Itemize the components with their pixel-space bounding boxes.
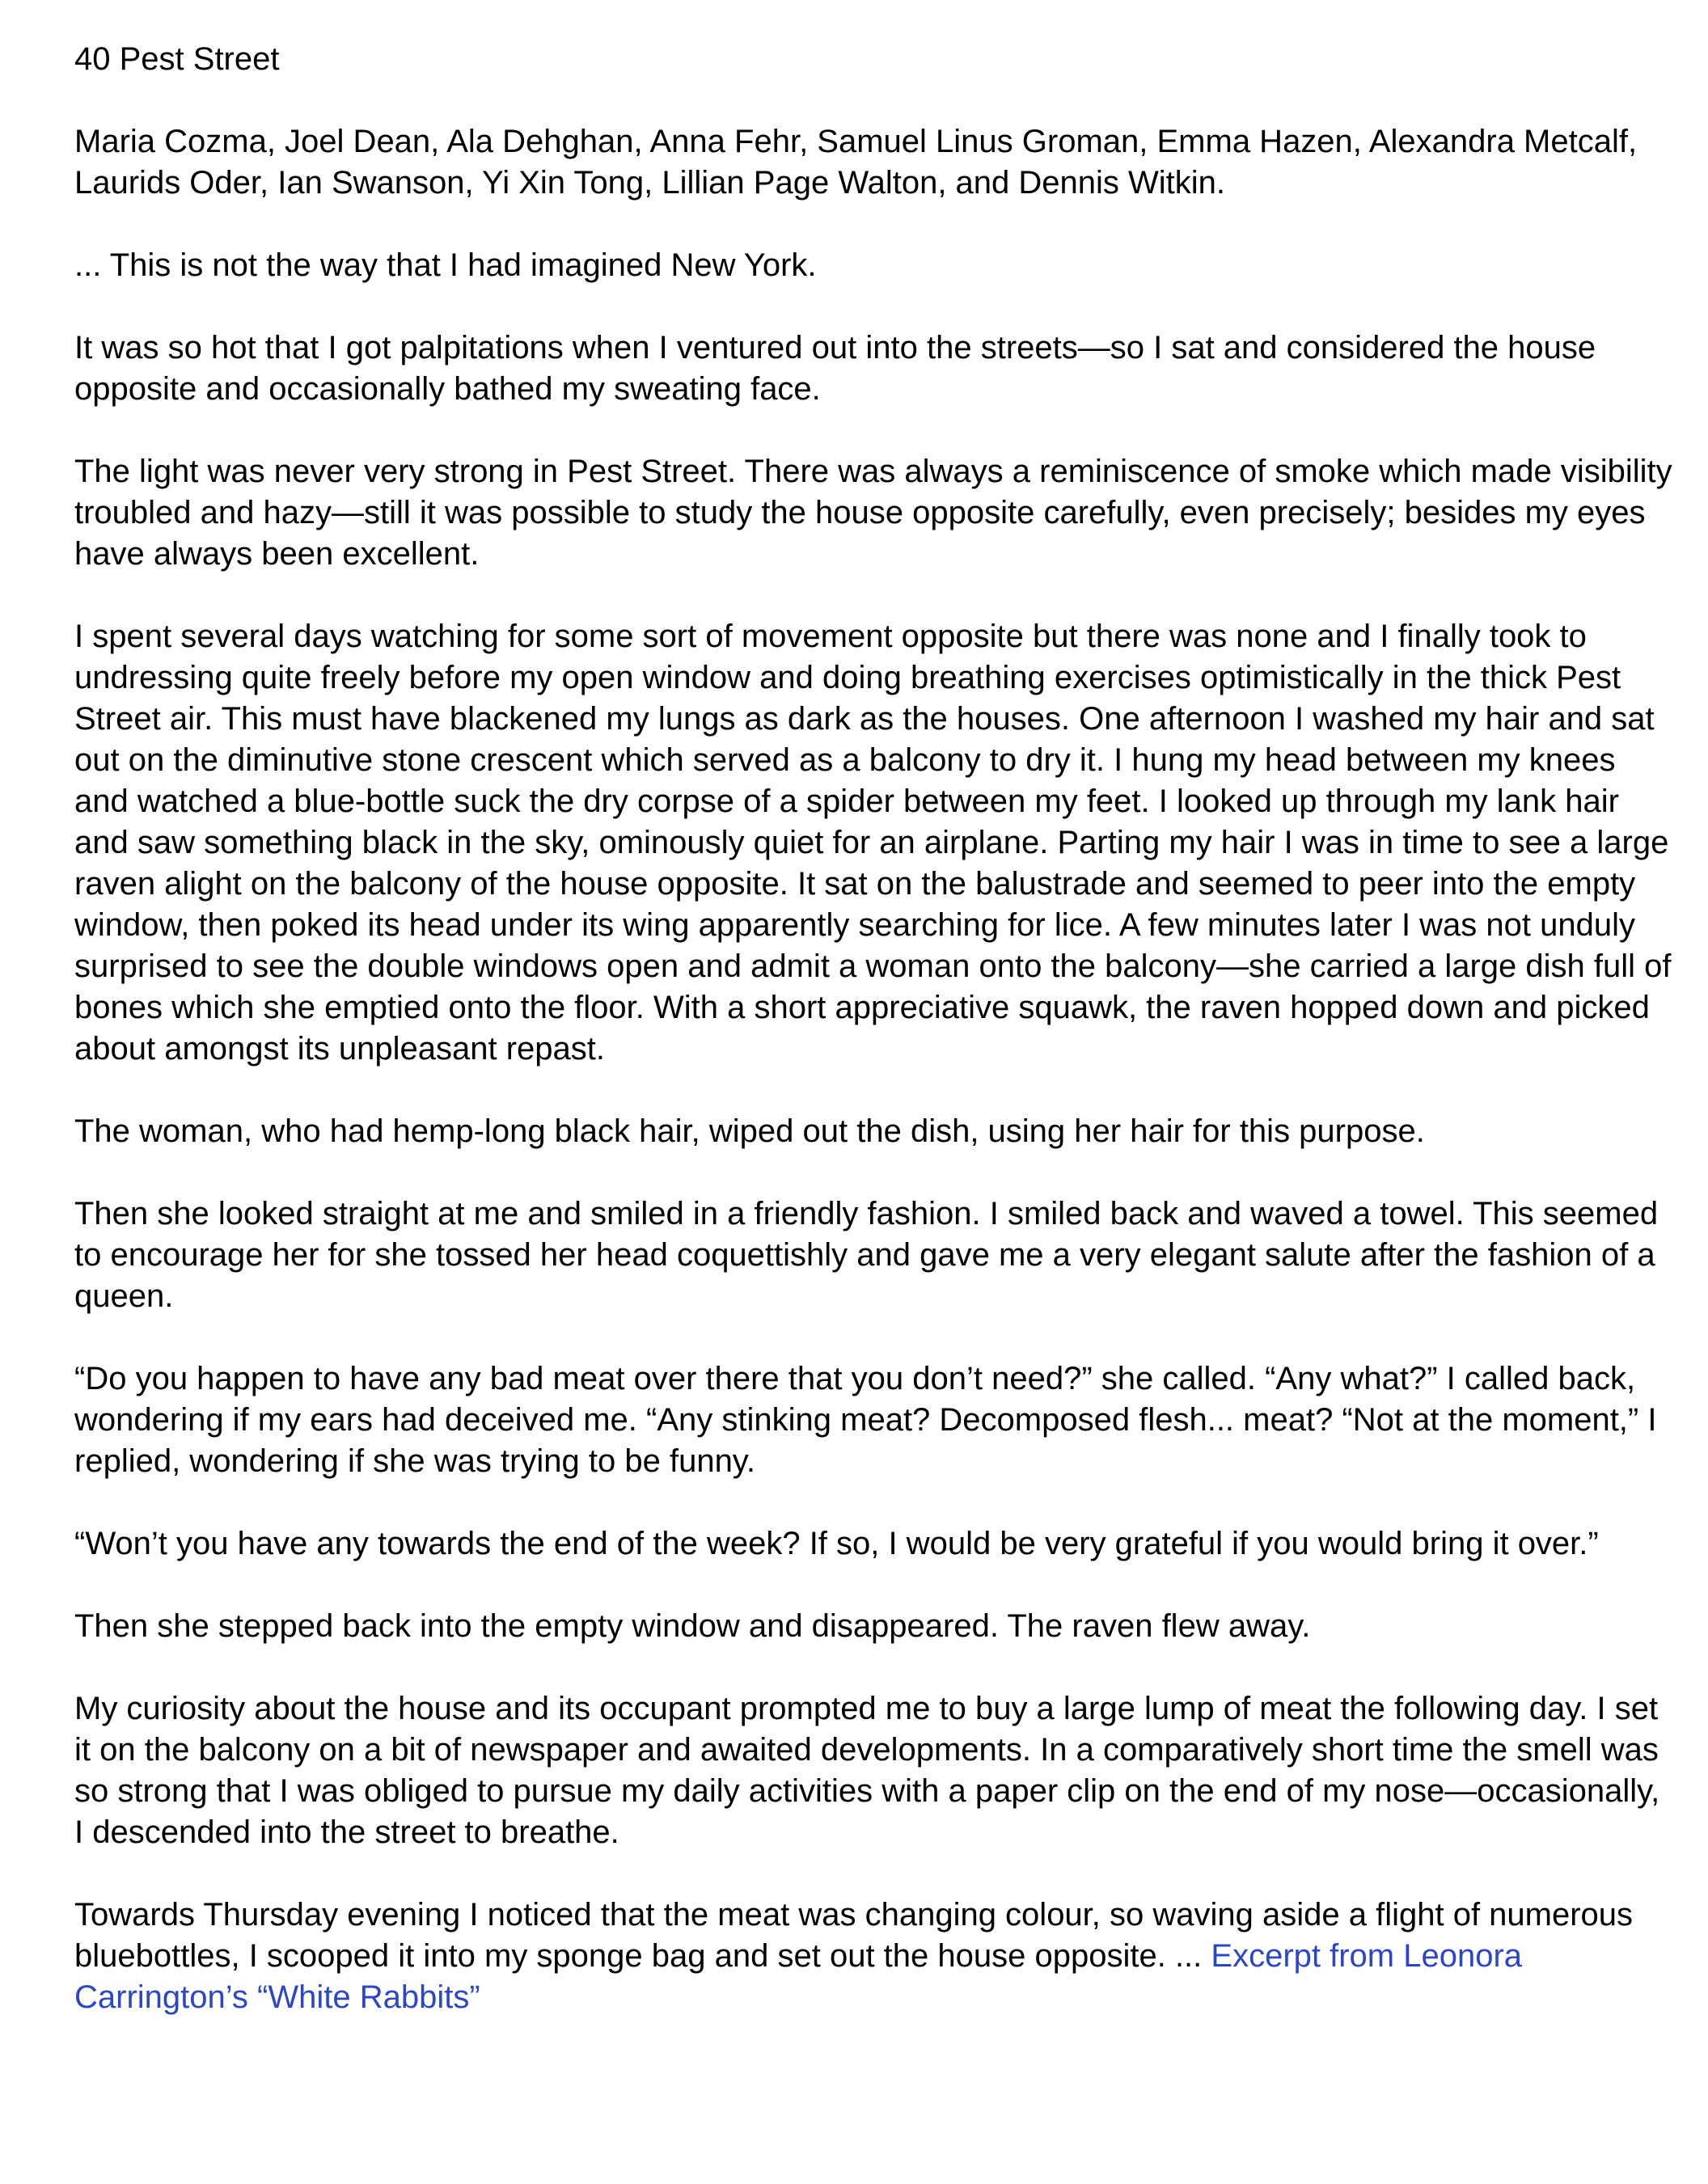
paragraph-7: “Do you happen to have any bad meat over there that you don’t need?” she called. “Any what?” I called back, wondering if my ears had deceived me. “Any stinking meat? Decomposed flesh... meat? “Not at the moment,” I replied, wondering if she was trying to be funny. <box>74 1361 1657 1479</box>
excerpt-link[interactable]: Excerpt from Leonora Carrington’s “White Rabbits” <box>74 1938 1523 2015</box>
paragraph-10: My curiosity about the house and its occupant prompted me to buy a large lump of meat the following day. I set it on the balcony on a bit of newspaper and awaited developments. In a comparatively short time the smell was so strong that I was obliged to pursue my daily activities with a paper clip on the end of my nose—occasionally, I descended into the street to breathe. <box>74 1691 1660 1850</box>
paragraph-5: The woman, who had hemp-long black hair, wiped out the dish, using her hair for this purpose. <box>74 1113 1425 1149</box>
final-paragraph <box>74 1895 1676 2018</box>
paragraph-8: “Won’t you have any towards the end of the week? If so, I would be very grateful if you would bring it over.” <box>74 1526 1599 1561</box>
final-paragraph-text: Towards Thursday evening I noticed that the meat was changing colour, so waving aside a flight of numerous bluebottles, I scooped it into my sponge bag and set out the house opposite. ... <box>74 1897 1634 1974</box>
paragraph-1: ... This is not the way that I had imagined New York. <box>74 247 817 283</box>
paragraph-3: The light was never very strong in Pest Street. There was always a reminiscence of smoke which made visibility troubled and hazy—still it was possible to study the house opposite carefully, even precisely; besides my eyes have always been excellent. <box>74 454 1672 572</box>
document-body <box>74 39 1676 2059</box>
paragraph-4: I spent several days watching for some sort of movement opposite but there was none and I finally took to undressing quite freely before my open window and doing breathing exercises optimistically in the thick Pest Street air. This must have blackened my lungs as dark as the houses. One afternoon I washed my hair and sat out on the diminutive stone crescent which served as a balcony to dry it. I hung my head between my knees and watched a blue-bottle suck the dry corpse of a spider between my feet. I looked up through my lank hair and saw something black in the sky, ominously quiet for an airplane. Parting my hair I was in time to see a large raven alight on the balcony of the house opposite. It sat on the balustrade and seemed to peer into the empty window, then poked its head under its wing apparently searching for lice. A few minutes later I was not unduly surprised to see the double windows open and admit a woman onto the balcony—she carried a large dish full of bones which she emptied onto the floor. With a short appreciative squawk, the raven hopped down and picked about amongst its unpleasant repast. <box>74 619 1672 1067</box>
paragraph-9: Then she stepped back into the empty window and disappeared. The raven flew away. <box>74 1608 1311 1644</box>
authors-list: Maria Cozma, Joel Dean, Ala Dehghan, Anna Fehr, Samuel Linus Groman, Emma Hazen, Alexandra Metcalf, Laurids Oder, Ian Swanson, Yi Xin Tong, Lillian Page Walton, and Dennis Witkin. <box>74 124 1638 201</box>
document-title: 40 Pest Street <box>74 41 280 77</box>
paragraph-6: Then she looked straight at me and smiled in a friendly fashion. I smiled back and waved a towel. This seemed to encourage her for she tossed her head coquettishly and gave me a very elegant salute after the fashion of a queen. <box>74 1196 1659 1314</box>
paragraph-2: It was so hot that I got palpitations when I ventured out into the streets—so I sat and considered the house opposite and occasionally bathed my sweating face. <box>74 330 1596 407</box>
